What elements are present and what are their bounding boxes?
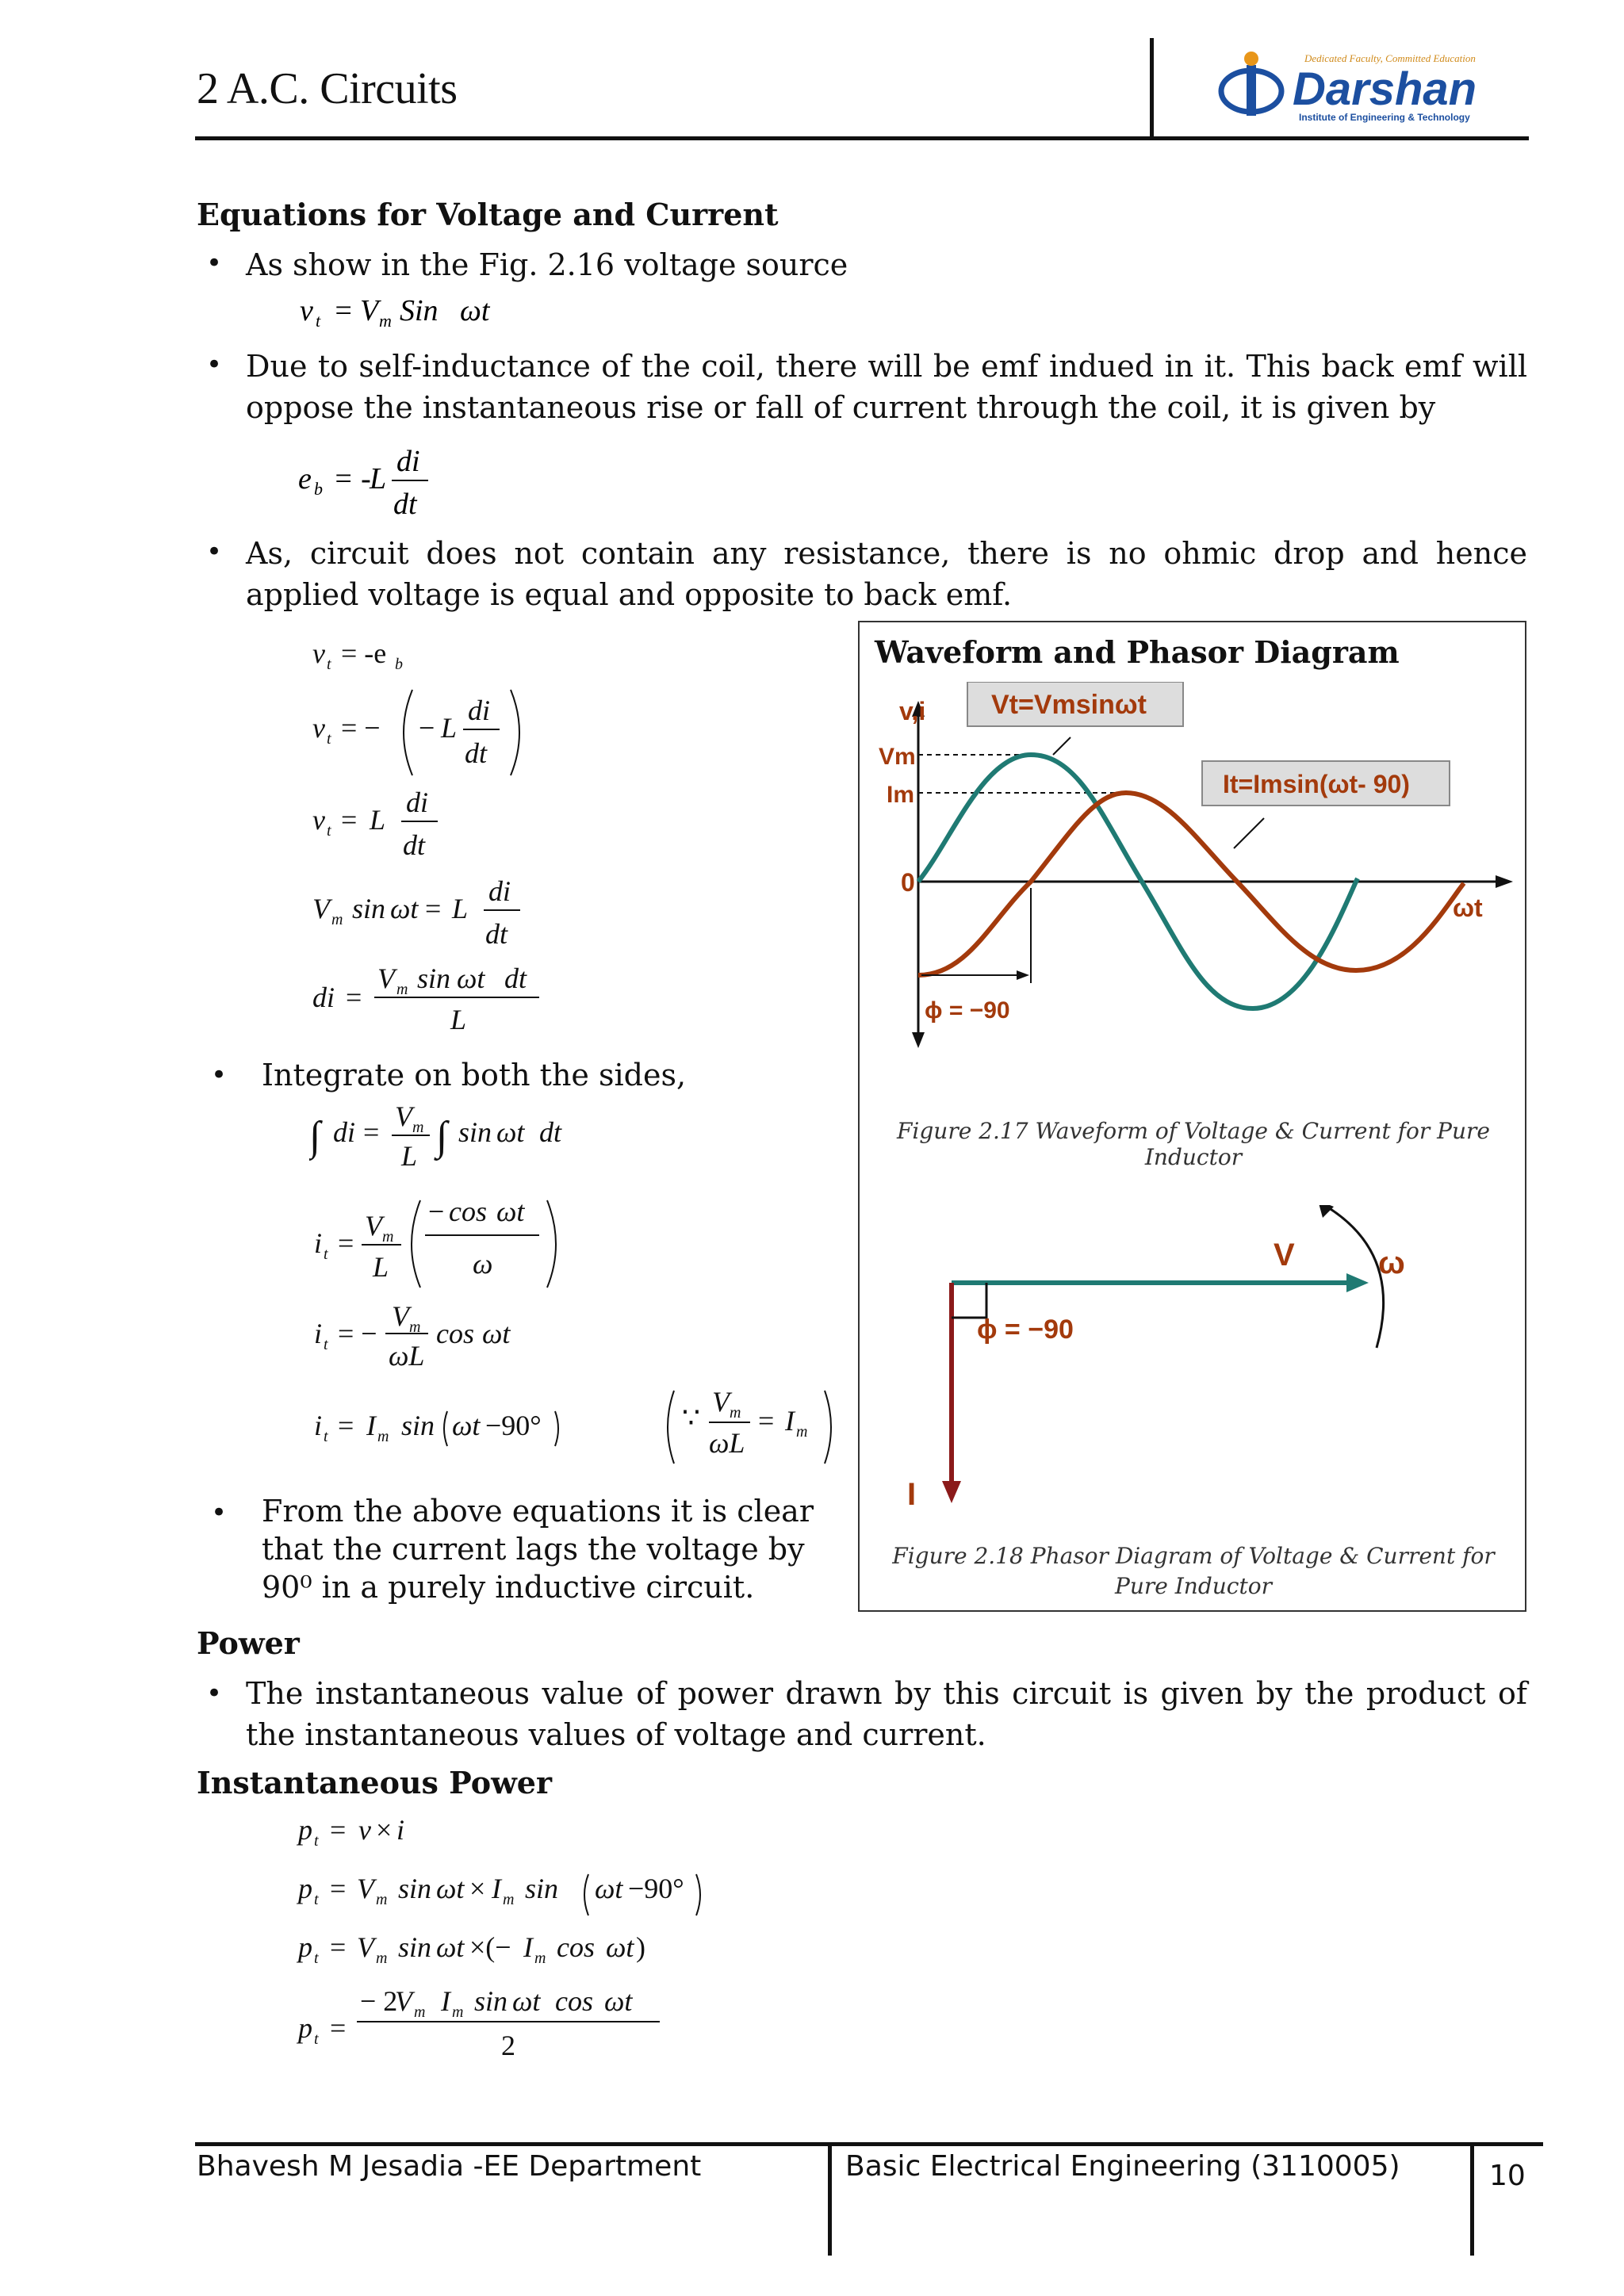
svg-text:ω: ω	[473, 1248, 493, 1280]
svg-text:cos: cos	[557, 1931, 595, 1963]
svg-text:ωt: ωt	[512, 1985, 541, 2017]
svg-text:v: v	[312, 712, 325, 744]
svg-text:cos: cos	[449, 1196, 487, 1227]
svg-text:ωt: ωt	[390, 893, 419, 924]
svg-text:v: v	[358, 1814, 371, 1846]
equation-integration-block	[309, 1097, 848, 1470]
im-label: Im	[887, 782, 915, 808]
svg-text:sin: sin	[474, 1985, 508, 2017]
svg-text:t: t	[324, 1246, 328, 1263]
svg-text:dt: dt	[465, 737, 488, 769]
svg-text:V: V	[395, 1985, 412, 2017]
svg-text:∫: ∫	[309, 1114, 321, 1159]
phi-wave-label: ϕ = −90	[925, 997, 1010, 1024]
svg-text:m: m	[376, 1891, 388, 1908]
svg-text:×(−: ×(−	[469, 1931, 511, 1963]
bullet-dot: •	[206, 247, 223, 279]
svg-text:di: di	[468, 695, 491, 726]
svg-text:p: p	[298, 1931, 312, 1963]
svg-text:=: =	[338, 1410, 354, 1441]
svg-text:ωt: ωt	[452, 1410, 481, 1441]
svg-text:V: V	[712, 1386, 730, 1418]
svg-text:m: m	[414, 2003, 426, 2021]
svg-text:b: b	[314, 479, 323, 499]
svg-text:t: t	[327, 822, 331, 840]
power-heading: Power	[197, 1625, 300, 1661]
right-angle-marker	[952, 1283, 986, 1318]
equation-back-emf	[293, 436, 484, 523]
svg-text:= −: = −	[341, 712, 381, 744]
svg-text:V: V	[365, 1210, 382, 1242]
svg-text:V: V	[357, 1873, 374, 1904]
svg-text:L: L	[450, 1004, 467, 1031]
header-rule	[195, 136, 1529, 140]
svg-text:dt: dt	[403, 829, 426, 861]
svg-text:t: t	[314, 2030, 319, 2048]
svg-text:p: p	[298, 2012, 312, 2044]
svg-text:v: v	[300, 294, 313, 327]
svg-text:ωt: ωt	[436, 1931, 465, 1963]
svg-text:V: V	[360, 294, 379, 327]
svg-text:sin: sin	[458, 1116, 492, 1148]
bullet-instantaneous-power: The instantaneous value of power drawn by this circuit is given by the product of the instantaneous values of voltage and current.	[246, 1676, 1527, 1752]
svg-text:v: v	[312, 637, 325, 669]
svg-text:ωt: ωt	[460, 294, 490, 327]
svg-text:di: di	[488, 875, 511, 907]
figure-2-17-caption: Figure 2.17 Waveform of Voltage & Current for Pure Inductor	[897, 1118, 1490, 1170]
svg-text:=: =	[330, 2012, 347, 2044]
svg-text:v: v	[312, 804, 325, 836]
phasor-diagram	[864, 1205, 1522, 1506]
equation-voltage-source	[293, 293, 531, 333]
svg-text:p: p	[298, 1873, 312, 1904]
svg-text:I: I	[366, 1410, 376, 1441]
svg-text:m: m	[452, 2003, 464, 2021]
svg-text:∵: ∵	[682, 1402, 700, 1433]
logo-subtitle: Institute of Engineering & Technology	[1299, 112, 1470, 123]
svg-text:=: =	[338, 1227, 354, 1259]
equation-power-block	[293, 1808, 769, 2061]
svg-text:V: V	[395, 1100, 412, 1132]
svg-text:−90°: −90°	[628, 1873, 684, 1904]
svg-text:t: t	[324, 1428, 328, 1445]
svg-text:×: ×	[376, 1814, 393, 1846]
svg-text:m: m	[409, 1318, 421, 1336]
svg-text:di: di	[396, 445, 420, 478]
v-phasor-label: V	[1274, 1238, 1295, 1272]
svg-text:cos: cos	[436, 1318, 474, 1349]
page-number: 10	[1489, 2160, 1526, 2192]
darshan-logo	[1213, 48, 1515, 127]
svg-text:Sin: Sin	[400, 294, 439, 327]
svg-text:ωt: ωt	[496, 1116, 525, 1148]
svg-text:m: m	[730, 1404, 741, 1422]
svg-text:V: V	[357, 1931, 374, 1963]
svg-text:b: b	[395, 656, 403, 673]
instantaneous-power-heading: Instantaneous Power	[197, 1765, 552, 1800]
svg-text:− 2: − 2	[360, 1985, 398, 2017]
svg-text:di: di	[406, 786, 429, 818]
footer-rule	[195, 2142, 1543, 2146]
phi-phasor-label: ϕ = −90	[977, 1314, 1074, 1345]
current-curve	[918, 793, 1464, 975]
svg-text:=: =	[341, 804, 358, 836]
svg-text:dt: dt	[504, 962, 527, 994]
bullet-dot: •	[206, 536, 223, 568]
vm-label: Vm	[879, 744, 916, 770]
bullet-integrate: Integrate on both the sides,	[262, 1058, 687, 1093]
svg-text:=: =	[330, 1814, 347, 1846]
svg-text:p: p	[298, 1814, 312, 1846]
svg-text:2: 2	[501, 2030, 515, 2061]
svg-text:ωt: ωt	[604, 1985, 633, 2017]
i-phasor-label: I	[907, 1477, 917, 1506]
svg-text:L: L	[441, 712, 458, 744]
svg-text:t: t	[327, 730, 331, 748]
logo-name: Darshan	[1293, 63, 1477, 115]
svg-text:V: V	[377, 962, 395, 994]
svg-text:=: =	[363, 1116, 380, 1148]
svg-text:m: m	[376, 1950, 388, 1967]
svg-text:m: m	[412, 1119, 424, 1136]
svg-text:i: i	[396, 1814, 405, 1846]
svg-text:ωL: ωL	[709, 1427, 745, 1459]
vi-label: v,i	[899, 697, 926, 725]
svg-text:= -e: = -e	[341, 637, 387, 669]
header-divider	[1150, 38, 1154, 140]
svg-text:i: i	[314, 1410, 323, 1441]
svg-text:=: =	[330, 1873, 347, 1904]
svg-text:sin: sin	[352, 893, 386, 924]
svg-text:=: =	[333, 294, 354, 327]
chapter-title: 2 A.C. Circuits	[197, 64, 458, 113]
svg-text:=: =	[758, 1405, 775, 1437]
svg-text:I: I	[785, 1405, 795, 1437]
svg-text:dt: dt	[485, 918, 508, 950]
svg-text:ωt: ωt	[606, 1931, 634, 1963]
figure-title: Waveform and Phasor Diagram	[875, 634, 1400, 670]
svg-text:t: t	[314, 1891, 319, 1908]
svg-text:t: t	[316, 311, 321, 331]
bullet-voltage-source: As show in the Fig. 2.16 voltage source	[246, 247, 848, 282]
bullet-dot: •	[211, 1497, 228, 1529]
equations-heading: Equations for Voltage and Current	[197, 197, 779, 232]
svg-text:m: m	[503, 1891, 515, 1908]
svg-text:m: m	[331, 911, 343, 928]
svg-text:V: V	[312, 893, 330, 924]
svg-text:−90°: −90°	[485, 1410, 542, 1441]
logo-tagline: Dedicated Faculty, Committed Education	[1304, 52, 1476, 64]
svg-text:−: −	[428, 1196, 445, 1227]
bullet-self-inductance: Due to self-inductance of the coil, there will be emf indued in it. This back emf will oppose the instantaneous rise or fall of current through the coil, it is given by	[246, 349, 1527, 425]
svg-text:I: I	[492, 1873, 501, 1904]
svg-text:V: V	[392, 1300, 409, 1332]
bullet-no-resistance: As, circuit does not contain any resistance, there is no ohmic drop and hence applied voltage is equal and opposite to back emf.	[246, 536, 1527, 612]
svg-text:): )	[636, 1931, 645, 1963]
bullet-current-lags: From the above equations it is clear that the current lags the voltage by 90⁰ in a purely inductive circuit.	[262, 1494, 814, 1605]
svg-text:=: =	[330, 1931, 347, 1963]
svg-text:sin: sin	[398, 1873, 432, 1904]
zero-label: 0	[901, 868, 915, 897]
footer-author: Bhavesh M Jesadia -EE Department	[197, 2150, 702, 2183]
svg-text:m: m	[382, 1228, 394, 1246]
svg-text:L: L	[401, 1140, 418, 1172]
svg-text:ωt: ωt	[482, 1318, 511, 1349]
svg-text:ωt: ωt	[457, 962, 485, 994]
svg-text:i: i	[314, 1227, 323, 1259]
svg-text:t: t	[327, 656, 331, 673]
it-label: It=Imsin(ωt- 90)	[1223, 770, 1410, 798]
equation-derivation-block	[301, 634, 563, 1031]
svg-text:ωt: ωt	[595, 1873, 623, 1904]
waveform-diagram	[864, 682, 1522, 1054]
svg-text:m: m	[379, 311, 392, 331]
svg-text:= −: = −	[338, 1318, 377, 1349]
svg-text:I: I	[441, 1985, 450, 2017]
svg-text:m: m	[377, 1428, 389, 1445]
svg-text:L: L	[373, 1251, 389, 1283]
svg-text:e: e	[298, 462, 312, 496]
svg-text:t: t	[314, 1950, 319, 1967]
svg-text:sin: sin	[401, 1410, 435, 1441]
svg-text:di: di	[312, 982, 335, 1013]
bullet-dot: •	[206, 1678, 223, 1709]
svg-text:m: m	[396, 981, 408, 998]
figure-2-18-caption: Figure 2.18 Phasor Diagram of Voltage & Current for Pure Inductor	[892, 1543, 1495, 1599]
svg-text:sin: sin	[417, 962, 451, 994]
svg-text:sin: sin	[525, 1873, 559, 1904]
svg-text:m: m	[534, 1950, 546, 1967]
svg-text:dt: dt	[539, 1116, 562, 1148]
svg-text:t: t	[314, 1832, 319, 1850]
svg-text:m: m	[796, 1423, 808, 1441]
svg-text:=: =	[425, 893, 442, 924]
svg-text:dt: dt	[393, 488, 417, 521]
svg-text:I: I	[523, 1931, 533, 1963]
svg-text:ωt: ωt	[436, 1873, 465, 1904]
footer-course: Basic Electrical Engineering (3110005)	[845, 2150, 1400, 2183]
svg-text:∫: ∫	[436, 1114, 448, 1159]
svg-text:L: L	[370, 804, 386, 836]
svg-text:L: L	[370, 462, 387, 496]
bullet-dot: •	[206, 349, 223, 381]
svg-text:ωL: ωL	[389, 1340, 425, 1372]
svg-text:L: L	[452, 893, 469, 924]
svg-text:t: t	[324, 1336, 328, 1353]
svg-text:di: di	[333, 1116, 356, 1148]
svg-text:=: =	[346, 982, 362, 1013]
svg-text:×: ×	[469, 1873, 486, 1904]
bullet-dot: •	[211, 1059, 228, 1091]
svg-text:−: −	[419, 712, 435, 744]
svg-text:cos: cos	[555, 1985, 593, 2017]
omega-label: ω	[1378, 1246, 1405, 1280]
svg-text:sin: sin	[398, 1931, 432, 1963]
svg-text:i: i	[314, 1318, 323, 1349]
footer-divider-2	[1470, 2145, 1474, 2256]
svg-text:ωt: ωt	[496, 1196, 525, 1227]
svg-text:= -: = -	[333, 462, 371, 496]
footer-divider-1	[828, 2145, 832, 2256]
wt-label: ωt	[1453, 894, 1483, 922]
vt-label: Vt=Vmsinωt	[991, 690, 1147, 720]
